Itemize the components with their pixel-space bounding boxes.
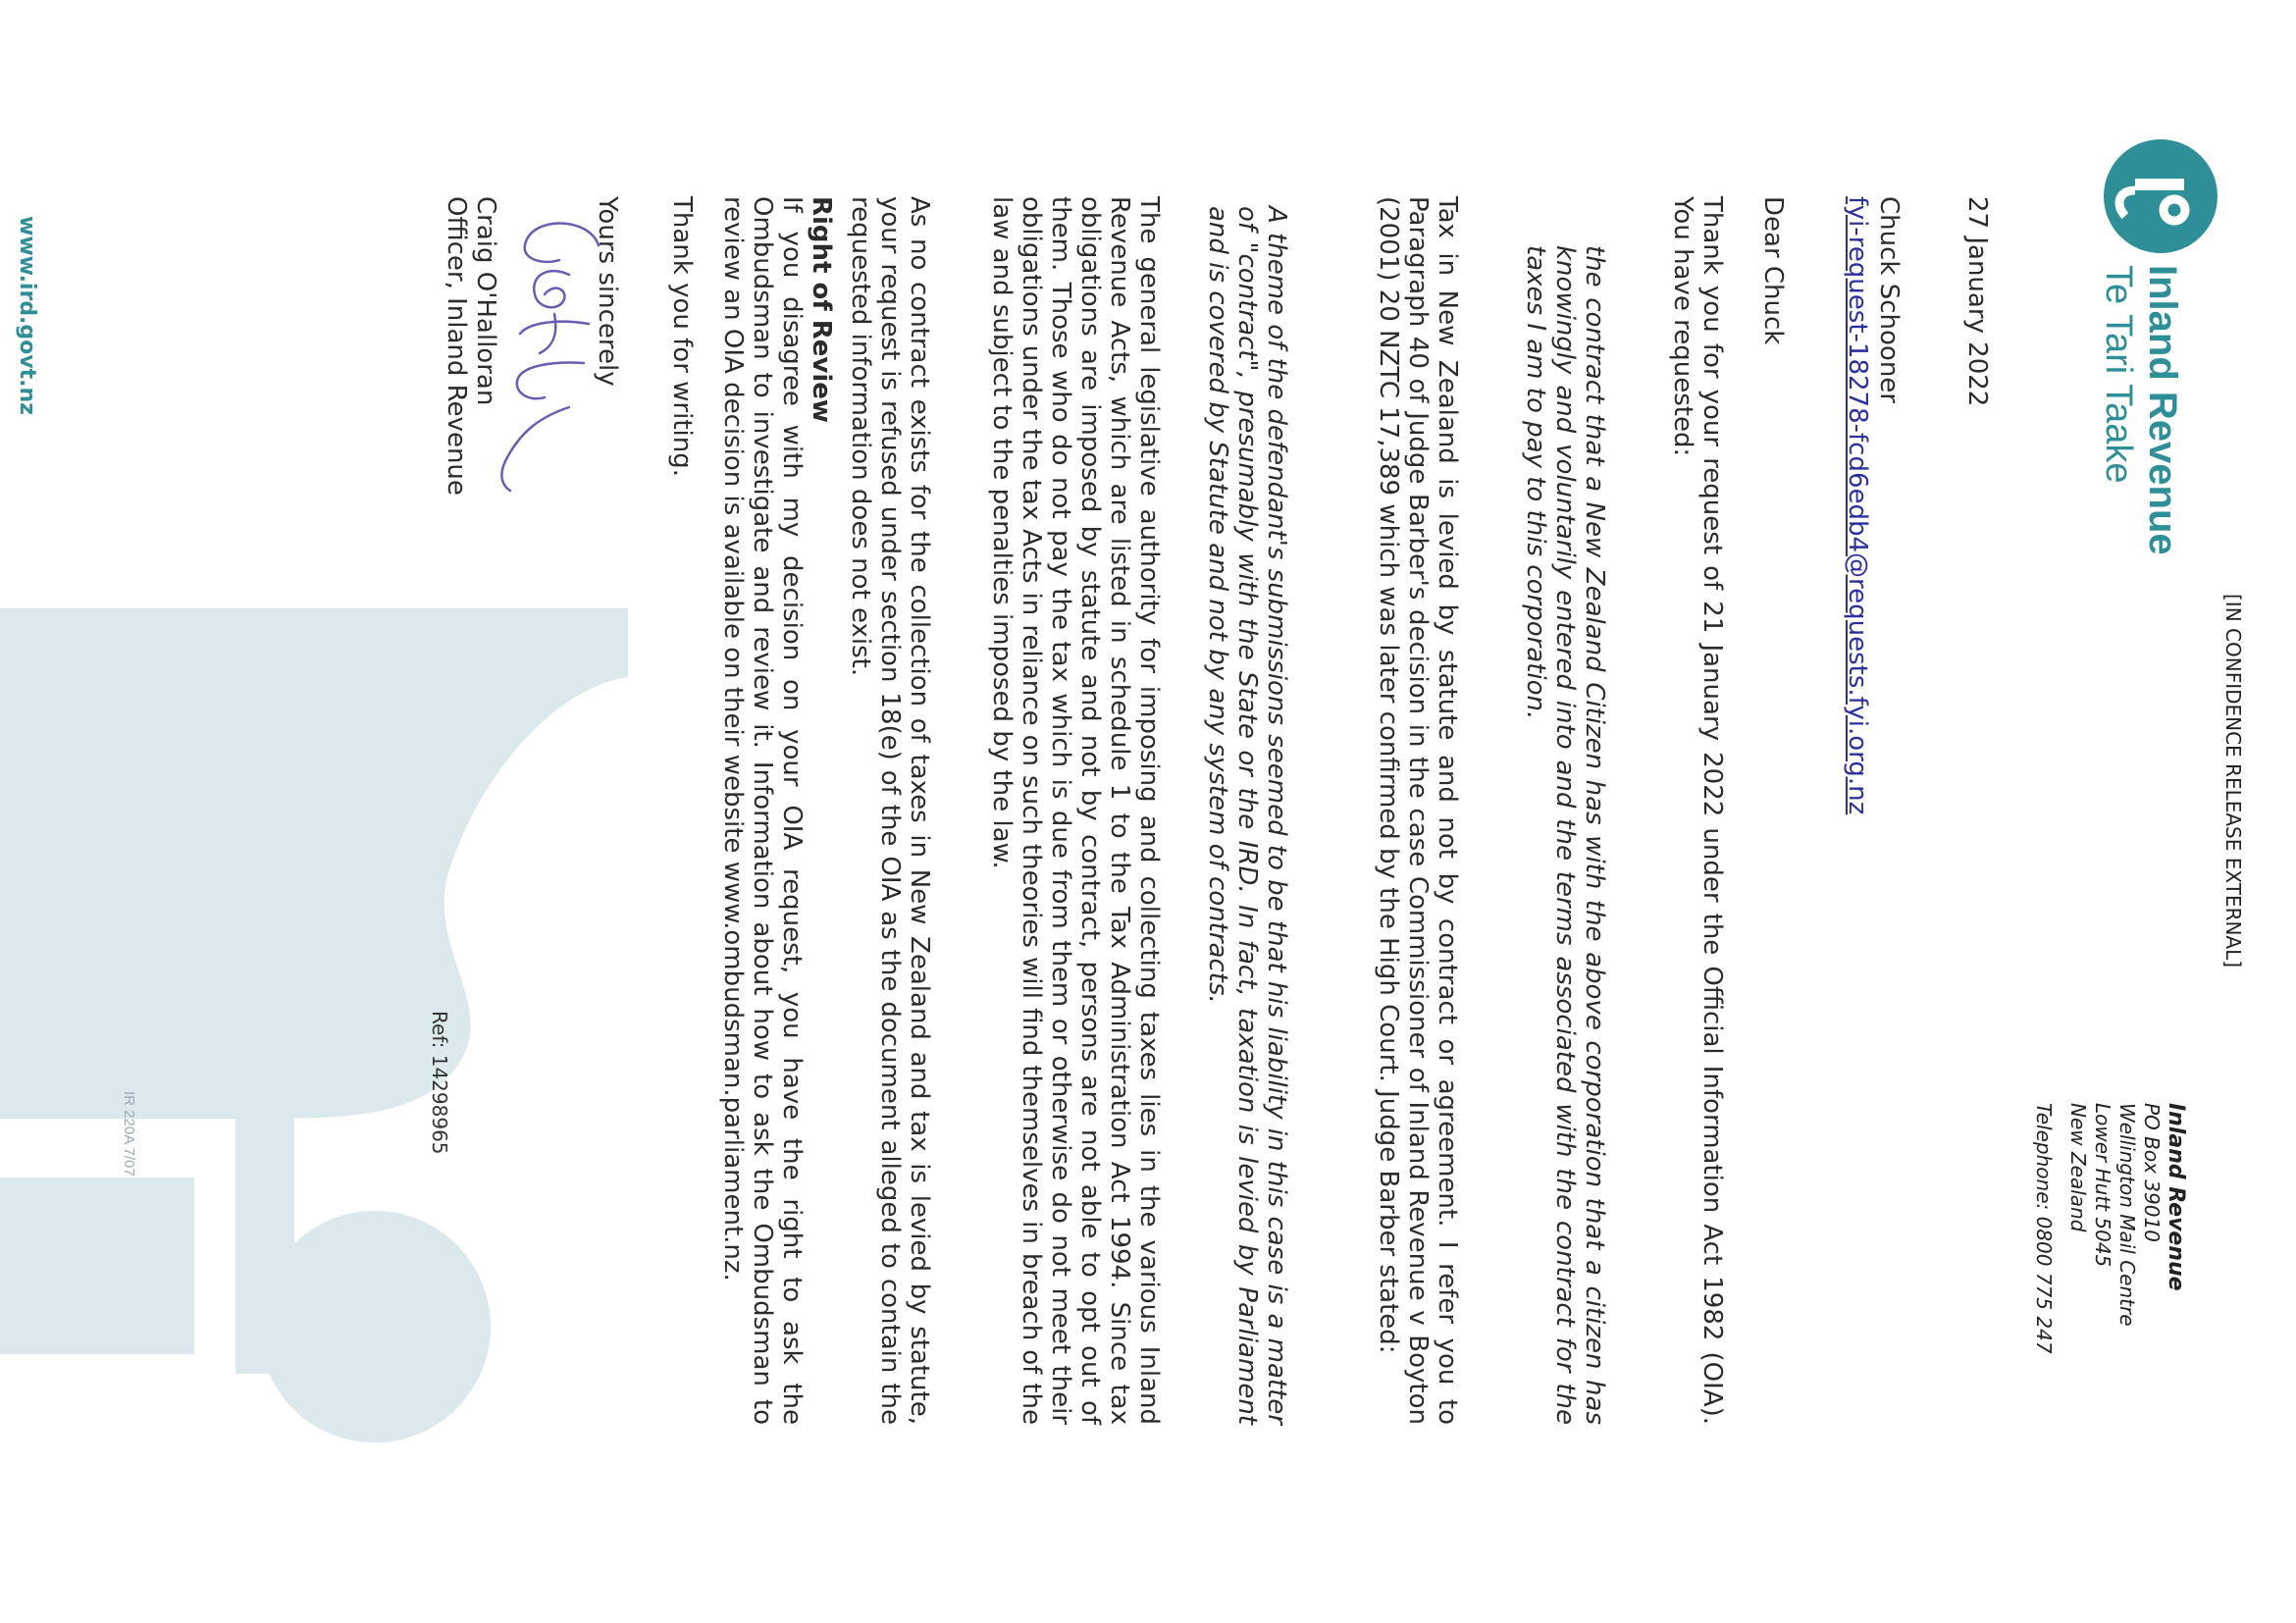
confidentiality-label: [IN CONFIDENCE RELEASE EXTERNAL] [2221,594,2245,969]
sender-telephone: Telephone: 0800 775 247 [2032,1103,2056,1354]
address-line: New Zealand [2066,1103,2090,1232]
paragraph-legislative-authority: The general legislative authority for imposing and collecting taxes lies in the various Inland Revenue Acts, which are listed in schedule 1 to the Tax Administration Act 1994. Since tax obligations are imposed by statute and not by contract, persons are not able to opt out of them. Those who do not pay the tax which is due from them or otherwise do not meet their obligations under the tax Acts in reliance on such theories will find themselves in breach of the law and subject to the penalties imposed by the law. [987,196,1164,1425]
signatory-name: Craig O'Halloran [471,196,500,406]
address-line: Lower Hutt 5045 [2091,1103,2114,1268]
form-code: IR 220A 7/07 [121,1091,137,1177]
address-line: PO Box 39010 [2140,1103,2164,1242]
review-heading: Right of Review [807,196,836,423]
letter-date: 27 January 2022 [1962,196,1992,407]
inland-revenue-ir-logo-icon [2102,137,2219,255]
website-link[interactable]: www.ird.govt.nz [15,216,39,415]
handwritten-signature [491,206,628,500]
inland-revenue-logo [2082,137,2219,628]
reference-number: Ref: 14298965 [428,1011,451,1155]
recipient-email-link[interactable]: fyi-request-18278-fcd6edb4@requests.fyi.org.nz [1843,196,1872,815]
closing: Yours sincerely [593,196,622,387]
logo-maori-name: Te Tari Taake [2098,265,2139,484]
quote-judge-barber: A theme of the defendant's submissions seemed to be that his liability in this case is a matter of "contract", presumably with the State or the IRD. In fact, taxation is levied by Parliament and is covered by Statute and not by any system of contracts. [1203,206,1291,1425]
recipient-name: Chuck Schooner [1874,196,1904,403]
paragraph-refusal: As no contract exists for the collection of taxes in New Zealand and tax is levied by statute, your request is refused under section 18(e) of the OIA as the document alleged to contain the requested information does not exist. [846,196,934,1425]
paragraph-right-of-review: If you disagree with my decision on your OIA request, you have the right to ask the Ombudsman to investigate and review it. Information about how to ask the Ombudsman to review an OIA decision is available on their website www.ombudsman.parliament.nz. [718,196,807,1425]
paragraph-request: Thank you for your request of 21 January 2022 under the Official Information Act 1982 (OIA). You have requested: [1668,196,1727,1425]
paragraph-statute: Tax in New Zealand is levied by statute and not by contract or agreement. I refer you to Paragraph 40 of Judge Barber's decision in the case Commissioner of Inland Revenue v Boyton (2001) 20 NZTC 17,389 which was later confirmed by the High Court. Judge Barber stated: [1374,196,1462,1425]
paragraph-thanks: Thank you for writing. [667,196,697,477]
logo-wordmark: Inland Revenue [2141,265,2184,555]
sender-address [2031,1103,2188,1354]
greeting: Dear Chuck [1758,196,1788,345]
address-line: Wellington Mail Centre [2115,1103,2139,1327]
quote-request: the contract that a New Zealand Citizen has with the above corporation that a citizen has knowingly and voluntarily entered into and the terms associated with the contract for the taxes I am to pay to this corporation. [1521,245,1609,1425]
sender-organisation: Inland Revenue [2164,1103,2188,1291]
signatory-title: Officer, Inland Revenue [442,196,471,496]
